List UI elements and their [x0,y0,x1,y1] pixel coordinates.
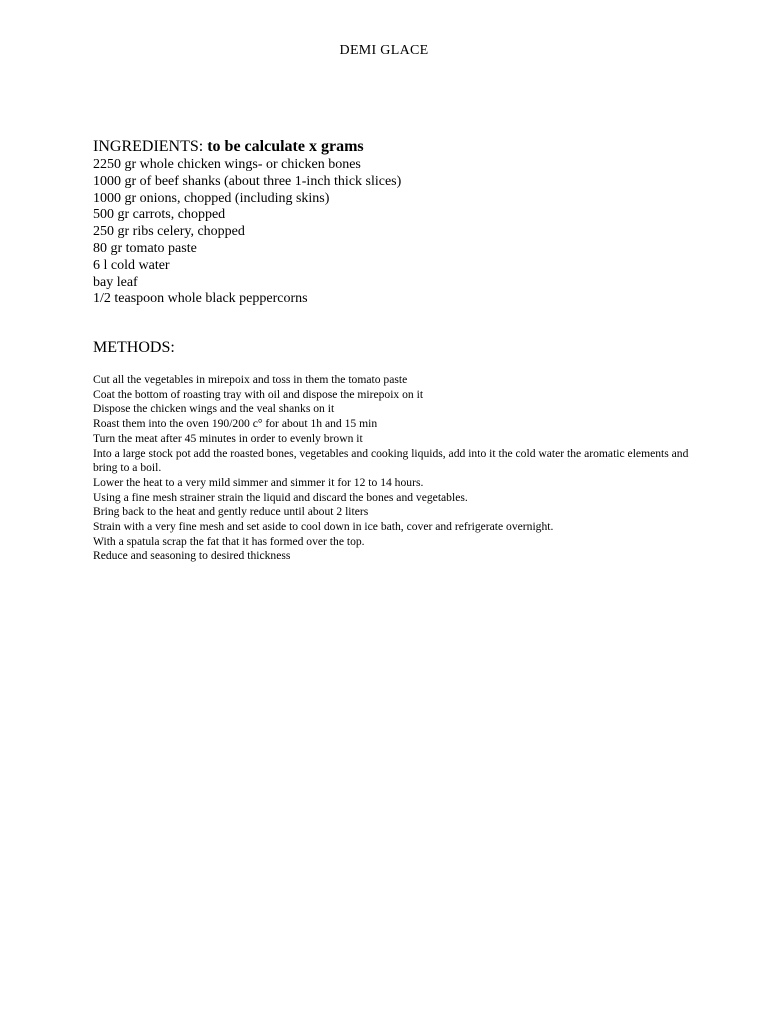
method-step: Into a large stock pot add the roasted bones, vegetables and cooking liquids, add into it the cold water the aromatic elements and bring to a boil. [93,446,689,475]
ingredients-heading-note: to be calculate x grams [207,138,364,155]
method-step: With a spatula scrap the fat that it has formed over the top. [93,534,365,548]
ingredients-list [93,157,401,308]
method-step: Using a fine mesh strainer strain the liquid and discard the bones and vegetables. [93,490,468,504]
method-step: Lower the heat to a very mild simmer and simmer it for 12 to 14 hours. [93,475,424,489]
method-step: Strain with a very fine mesh and set aside to cool down in ice bath, cover and refrigerate overnight. [93,520,554,534]
method-step: Bring back to the heat and gently reduce until about 2 liters [93,505,369,519]
method-step: Coat the bottom of roasting tray with oil and dispose the mirepoix on it [93,387,424,401]
ingredient-item: 500 gr carrots, chopped [93,207,226,223]
method-step: Roast them into the oven 190/200 c° for about 1h and 15 min [93,417,378,431]
ingredient-item: bay leaf [93,274,138,290]
ingredients-heading-label: INGREDIENTS: [93,138,204,155]
ingredient-item: 2250 gr whole chicken wings- or chicken bones [93,157,361,172]
ingredient-item: 6 l cold water [93,257,170,273]
method-step: Cut all the vegetables in mirepoix and toss in them the tomato paste [93,373,408,386]
document-title: DEMI GLACE [339,43,429,58]
method-step: Reduce and seasoning to desired thickness [93,549,291,563]
methods-list [93,373,693,564]
ingredients-heading [93,138,364,156]
ingredient-item: 1/2 teaspoon whole black peppercorns [93,291,308,307]
ingredient-item: 250 gr ribs celery, chopped [93,224,245,240]
ingredient-item: 1000 gr onions, chopped (including skins) [93,190,330,206]
ingredient-item: 80 gr tomato paste [93,240,197,256]
method-step: Turn the meat after 45 minutes in order to evenly brown it [93,431,363,445]
methods-heading: METHODS: [93,339,175,356]
method-step: Dispose the chicken wings and the veal shanks on it [93,402,335,416]
ingredient-item: 1000 gr of beef shanks (about three 1-inch thick slices) [93,173,402,189]
